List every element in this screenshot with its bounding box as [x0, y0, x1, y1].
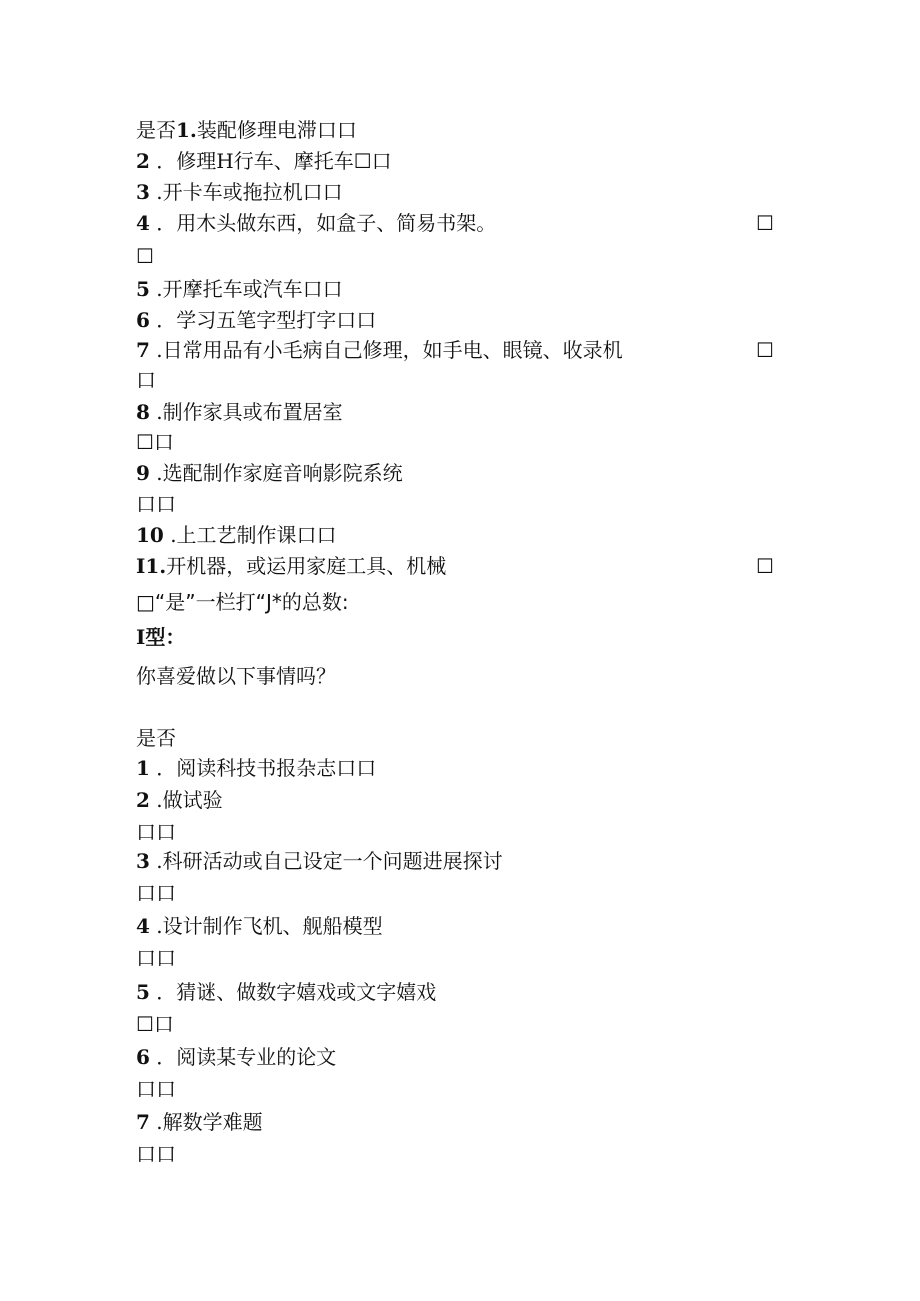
item-text: .做试验 — [156, 788, 223, 812]
item-11-line — [136, 554, 446, 578]
s2-item-3-line — [136, 849, 503, 873]
s2-item-5-line — [136, 980, 436, 1004]
item-number: 4 — [136, 211, 150, 235]
header-yes-no: 是否 — [136, 726, 176, 750]
question-text: 你喜爱做以下事情吗？ — [136, 664, 336, 688]
s2-item-5-boxes[interactable]: ☐口 — [136, 1012, 174, 1036]
item-number: 3 — [136, 180, 150, 204]
item-number: 2 — [136, 788, 150, 812]
item-text: ．猜谜、做数字嬉戏或文字嬉戏 — [156, 980, 437, 1004]
item-text: ．阅读某专业的论文 — [156, 1045, 337, 1069]
s2-item-6-boxes[interactable]: 口口 — [136, 1077, 176, 1101]
item-2-line — [136, 149, 392, 173]
s2-item-4-boxes[interactable]: 口口 — [136, 946, 176, 970]
s2-item-7-boxes[interactable]: 口口 — [136, 1142, 176, 1166]
s2-item-2-line — [136, 788, 223, 812]
item-number: 1. — [176, 118, 197, 142]
item-text: .开卡车或拖拉机口口 — [156, 180, 343, 204]
item-5-line — [136, 277, 343, 301]
item-number: 7 — [136, 1110, 150, 1134]
item-10-line — [136, 523, 337, 547]
item-text: .开摩托车或汽车口口 — [156, 277, 343, 301]
item-7-line — [136, 338, 623, 362]
item-1-line — [136, 118, 357, 142]
total-yes-count-line: □“是”一栏打“J*的总数: — [136, 590, 349, 614]
item-text: .解数学难题 — [156, 1110, 263, 1134]
item-text: 开机器，或运用家庭工具、机械 — [166, 554, 447, 578]
item-11-yes-box[interactable]: ☐ — [756, 554, 774, 578]
item-number: 7 — [136, 338, 150, 362]
item-text: .科研活动或自己设定一个问题进展探讨 — [156, 849, 503, 873]
item-number: I1. — [136, 554, 167, 578]
item-4-line — [136, 211, 496, 235]
header-yes-no: 是否 — [136, 118, 176, 142]
s2-item-6-line — [136, 1045, 336, 1069]
s2-item-1-line — [136, 756, 376, 780]
item-number: 6 — [136, 1045, 150, 1069]
item-number: 3 — [136, 849, 150, 873]
item-text: .上工艺制作课口口 — [170, 523, 337, 547]
type-label-text: I型： — [136, 625, 186, 649]
item-text: .选配制作家庭音响影院系统 — [156, 461, 403, 485]
item-text: 装配修理电滞口口 — [196, 118, 357, 142]
item-text: ．修理H行车、摩托车☐口 — [156, 149, 392, 173]
item-number: 6 — [136, 308, 150, 332]
item-4-yes-box[interactable]: ☐ — [756, 211, 774, 235]
item-number: 1 — [136, 756, 150, 780]
item-8-line — [136, 400, 343, 424]
type-label — [136, 625, 185, 649]
item-number: 10 — [136, 523, 164, 547]
s2-item-3-boxes[interactable]: 口口 — [136, 881, 176, 905]
item-number: 5 — [136, 277, 150, 301]
item-text: .制作家具或布置居室 — [156, 400, 343, 424]
s2-item-7-line — [136, 1110, 263, 1134]
item-text: .日常用品有小毛病自己修理，如手电、眼镜、收录机 — [156, 338, 623, 362]
item-7-no-box[interactable]: 口 — [136, 368, 156, 392]
item-text: .设计制作飞机、舰船模型 — [156, 914, 383, 938]
s2-item-2-boxes[interactable]: 口口 — [136, 820, 176, 844]
item-number: 2 — [136, 149, 150, 173]
item-number: 5 — [136, 980, 150, 1004]
item-3-line — [136, 180, 343, 204]
item-4-no-box[interactable]: ☐ — [136, 244, 154, 268]
s2-item-4-line — [136, 914, 383, 938]
item-text: ．学习五笔字型打字口口 — [156, 308, 377, 332]
item-text: ．阅读科技书报杂志口口 — [156, 756, 377, 780]
item-text: ．用木头做东西，如盒子、简易书架。 — [156, 211, 497, 235]
item-9-line — [136, 461, 403, 485]
item-number: 9 — [136, 461, 150, 485]
item-6-line — [136, 308, 376, 332]
item-7-yes-box[interactable]: ☐ — [756, 338, 774, 362]
item-number: 8 — [136, 400, 150, 424]
item-number: 4 — [136, 914, 150, 938]
item-9-boxes[interactable]: 口口 — [136, 492, 176, 516]
item-8-boxes[interactable]: ☐口 — [136, 430, 174, 454]
